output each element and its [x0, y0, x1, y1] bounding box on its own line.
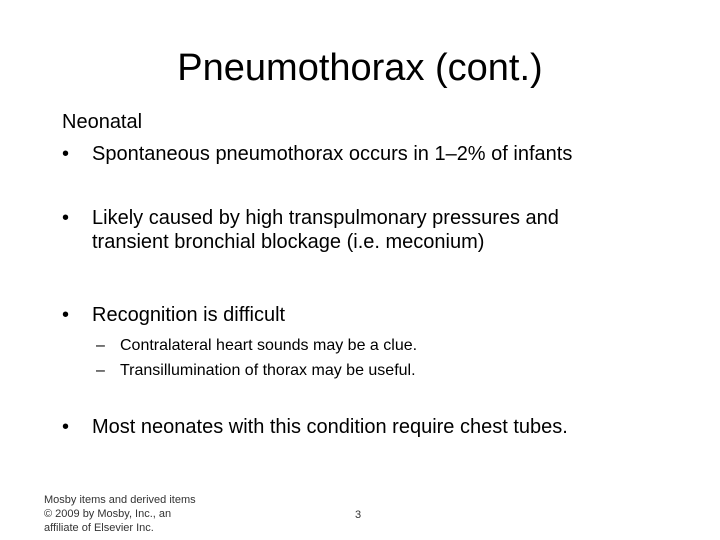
bullet-marker: • — [62, 143, 70, 165]
sub-bullet-marker: – — [96, 362, 105, 379]
bullet-text: Most neonates with this condition require chest tubes. — [92, 416, 568, 438]
slide-title: Pneumothorax (cont.) — [177, 47, 543, 89]
bullet-text: Recognition is difficult — [92, 304, 286, 326]
sub-bullet-text: Transillumination of thorax may be useful. — [120, 362, 416, 379]
bullet-text: Likely caused by high transpulmonary pressures and — [92, 207, 559, 229]
bullet-marker: • — [62, 207, 70, 229]
bullet-marker: • — [62, 416, 70, 438]
section-label: Neonatal — [62, 111, 143, 133]
footer-line: affiliate of Elsevier Inc. — [44, 522, 154, 534]
copyright-footer — [44, 493, 214, 535]
bullet-text: Spontaneous pneumothorax occurs in 1–2% of infants — [92, 143, 573, 165]
footer-line: Mosby items and derived items — [44, 494, 196, 506]
page-number: 3 — [355, 509, 362, 521]
bullet-text-continued: transient bronchial blockage (i.e. meconium) — [92, 231, 485, 253]
bullet-marker: • — [62, 304, 70, 326]
sub-bullet-marker: – — [96, 337, 105, 354]
sub-bullet-text: Contralateral heart sounds may be a clue. — [120, 337, 418, 354]
footer-line: © 2009 by Mosby, Inc., an — [44, 508, 172, 520]
